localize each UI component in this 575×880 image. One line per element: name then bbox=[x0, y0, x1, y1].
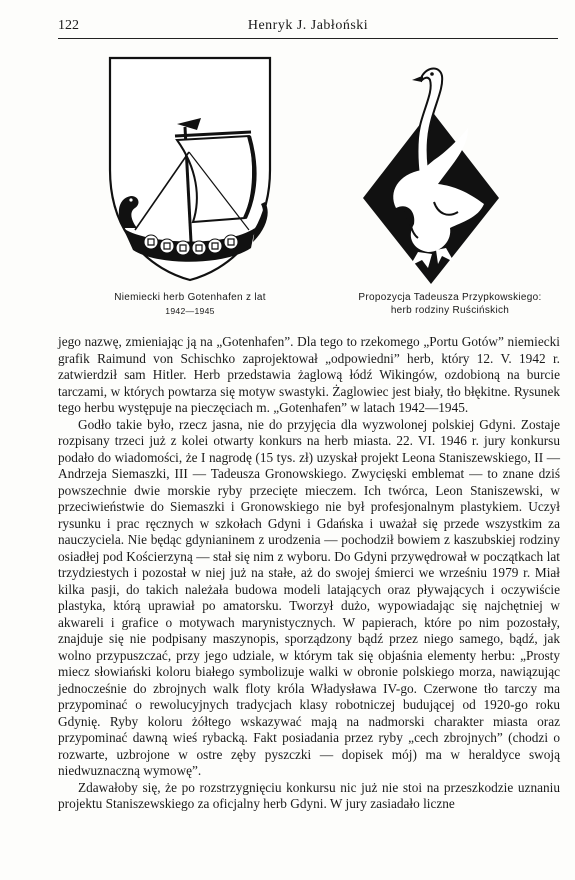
gotenhafen-caption bbox=[70, 292, 310, 317]
gotenhafen-coat-of-arms-image bbox=[105, 52, 275, 284]
running-title: Henryk J. Jabłoński bbox=[247, 18, 369, 33]
paragraph: Godło takie było, rzecz jasna, nie do przyjęcia dla wyzwolonej polskiej Gdyni. Zostaje rozpisany trzeci już z kolei otwarty konkurs na herb miasta. 22. VI. 1946 r. jury konkursu podało do wiadomości, że I nagrodę (15 tys. zł) uzyskał projekt Leona Staniszewskiego, II — Andrzeja Siemaszki, III — Tadeusza Gronowskiego. Zwycięski emblemat — to znane dziś powszechnie dwie morskie ryby przecięte mieczem. Ich twórca, Leon Staniszewski, w przeciwieństwie do Siemaszki i Gronowskiego nie był profesjonalnym plastykiem. Uczył rysunku i prac ręcznych w szkołach Gdyni i Gdańska i uważał się przede wszystkim za nauczyciela. Nie będąc gdynianinem z urodzenia — pochodził bowiem z kaszubskiej rodziny osiadłej pod Kościerzyną — stał się nim z wyboru. Do Gdyni przywędrował w początkach lat trzydziestych i pozostał w niej już na stałe, aż do swojej śmierci we wrześniu 1979 r. Miał kilka pasji, do takich należała budowa modeli latających oraz pływających i oczywiście plastyka, którą uprawiał po amatorsku. Tworzył dużo, wypowiadając się najchętniej w akwareli i grafice o motywach marynistycznych. W papierach, które po nim pozostały, znajduje się nie podpisany maszynopis, sporządzony bądź przez niego samego, bądź, jak wolno przypuszczać, przy jego udziale, w którym tak się objaśnia elementy herbu: „Prosty miecz słowiański koloru białego symbolizuje walki w obronie polskiego morza, nawiązując jednocześnie do zbrojnych walk floty króla Władysława IV-go. Czerwone tło tarczy ma przypominać o rewolucyjnych tradycjach klasy robotniczej budującej od 1920-go roku Gdynię. Ryby koloru żółtego wskazywać mają na nadmorski charakter miasta oraz przypominać dawną wieś rybacką. Fakt posiadania przez ryby „cech zbrojnych” (chodzi o rozwarte, uzbrojone w ostre zęby pyszczki — dopisek mój) ma w heraldyce swoją niedwuznaczną wymowę”. bbox=[58, 416, 560, 778]
caption-text-line: Niemiecki herb Gotenhafen z lat bbox=[114, 292, 266, 303]
ruscinski-caption bbox=[325, 292, 575, 317]
caption-date-line: 1942—1945 bbox=[165, 305, 215, 316]
page-number: 122 bbox=[58, 18, 79, 33]
caption-text-line: herb rodziny Ruścińskich bbox=[390, 304, 510, 316]
ruscinski-coat-of-arms-image bbox=[358, 52, 508, 287]
body-text bbox=[58, 334, 560, 813]
caption-text-line: Propozycja Tadeusza Przypkowskiego: bbox=[358, 292, 542, 303]
paragraph: Zdawałoby się, że po rozstrzygnięciu konkursu nic już nie stoi na przeszkodzie uznaniu projektu Staniszewskiego za oficjalny herb Gdyni. W jury zasiadało liczne bbox=[58, 779, 560, 811]
gotenhafen-coat-of-arms-figure bbox=[105, 52, 275, 284]
paragraph: jego nazwę, zmieniając ją na „Gotenhafen”. Dla tego to rzekomego „Portu Gotów” niemiecki grafik Raimund von Schischko zaprojektował „odpowiedni” herb, który 12. V. 1942 r. zatwierdził sam Hitler. Herb przedstawia żaglową łódź Wikingów, ozdobioną na burcie tarczami, w których powtarza się motyw swastyki. Żaglowiec jest biały, tło błękitne. Rysunek tego herbu występuje na pieczęciach m. „Gotenhafen” w latach 1942—1945. bbox=[58, 334, 560, 415]
ruscinski-coat-of-arms-figure bbox=[358, 52, 508, 287]
page-header bbox=[58, 18, 558, 39]
